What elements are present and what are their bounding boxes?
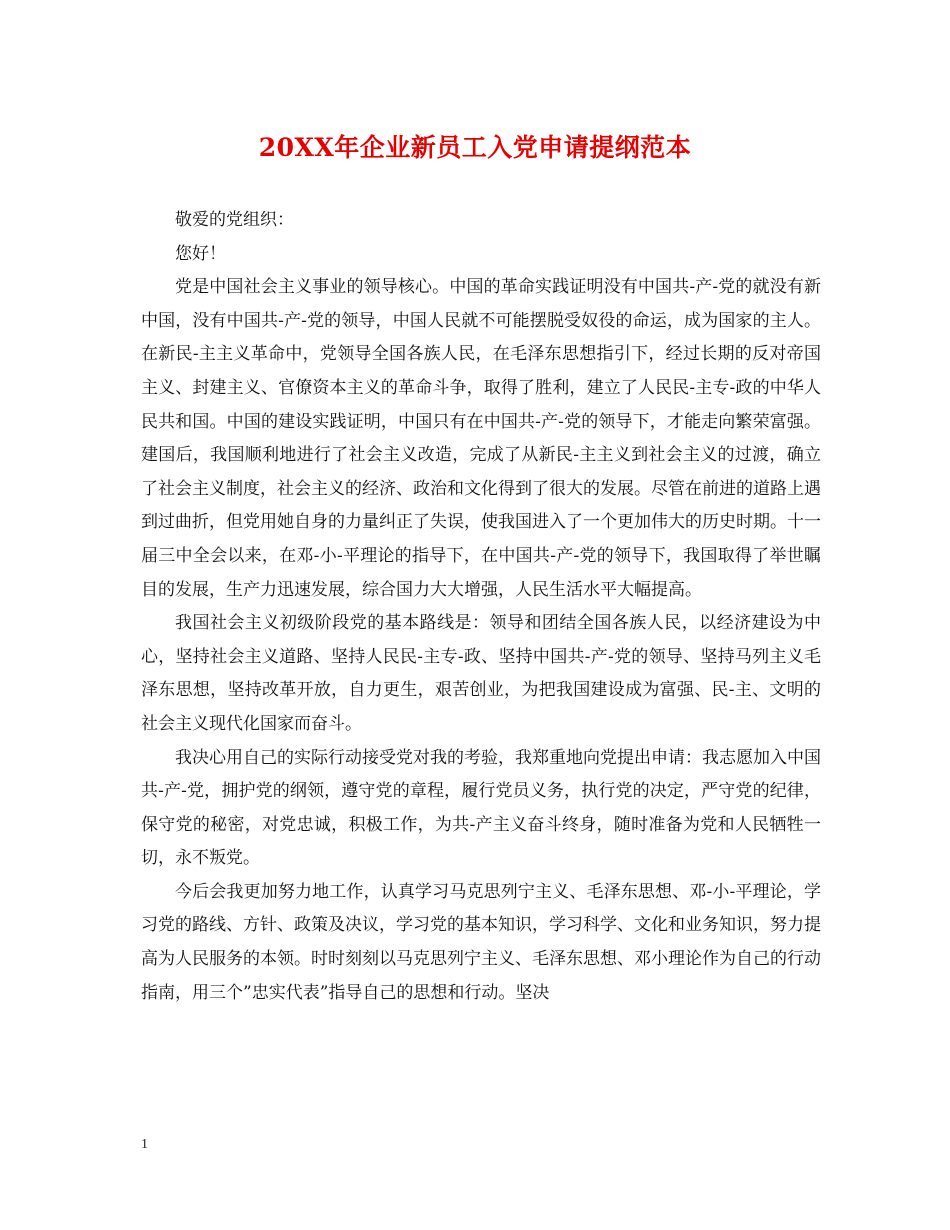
document-body <box>141 204 821 1010</box>
page-number: 1 <box>141 1137 148 1152</box>
body-paragraph: 党是中国社会主义事业的领导核心。中国的革命实践证明没有中国共-产-党的就没有新中国，没有中国共-产-党的领导，中国人民就不可能摆脱受奴役的命运，成为国家的主人。在新民-主主义革命中，党领导全国各族人民，在毛泽东思想指引下，经过长期的反对帝国主义、封建主义、官僚资本主义的革命斗争，取得了胜利，建立了人民民-主专-政的中华人民共和国。中国的建设实践证明，中国只有在中国共-产-党的领导下，才能走向繁荣富强。建国后，我国顺利地进行了社会主义改造，完成了从新民-主主义到社会主义的过渡，确立了社会主义制度，社会主义的经济、政治和文化得到了很大的发展。尽管在前进的道路上遇到过曲折，但党用她自身的力量纠正了失误，使我国进入了一个更加伟大的历史时期。十一届三中全会以来，在邓-小-平理论的指导下，在中国共-产-党的领导下，我国取得了举世瞩目的发展，生产力迅速发展，综合国力大大增强，人民生活水平大幅提高。 <box>141 277 821 600</box>
greeting: 您好！ <box>175 243 226 264</box>
body-paragraph: 我决心用自己的实际行动接受党对我的考验，我郑重地向党提出申请：我志愿加入中国共-产-党，拥护党的纲领，遵守党的章程，履行党员义务，执行党的决定，严守党的纪律，保守党的秘密，对党忠诚，积极工作，为共-产主义奋斗终身，随时准备为党和人民牺牲一切，永不叛党。 <box>141 747 821 869</box>
document-title: 20XX年企业新员工入党申请提纲范本 <box>258 133 692 162</box>
body-paragraph: 我国社会主义初级阶段党的基本路线是：领导和团结全国各族人民，以经济建设为中心，坚持社会主义道路、坚持人民民-主专-政、坚持中国共-产-党的领导、坚持马列主义毛泽东思想，坚持改革开放，自力更生，艰苦创业，为把我国建设成为富强、民-主、文明的社会主义现代化国家而奋斗。 <box>141 613 821 734</box>
body-paragraph: 今后会我更加努力地工作，认真学习马克思列宁主义、毛泽东思想、邓-小-平理论，学习党的路线、方针、政策及决议，学习党的基本知识，学习科学、文化和业务知识，努力提高为人民服务的本领。时时刻刻以马克思列宁主义、毛泽东思想、邓小理论作为自己的行动指南，用三个”忠实代表”指导自己的思想和行动。坚决 <box>141 881 821 1003</box>
salutation: 敬爱的党组织： <box>175 210 294 230</box>
